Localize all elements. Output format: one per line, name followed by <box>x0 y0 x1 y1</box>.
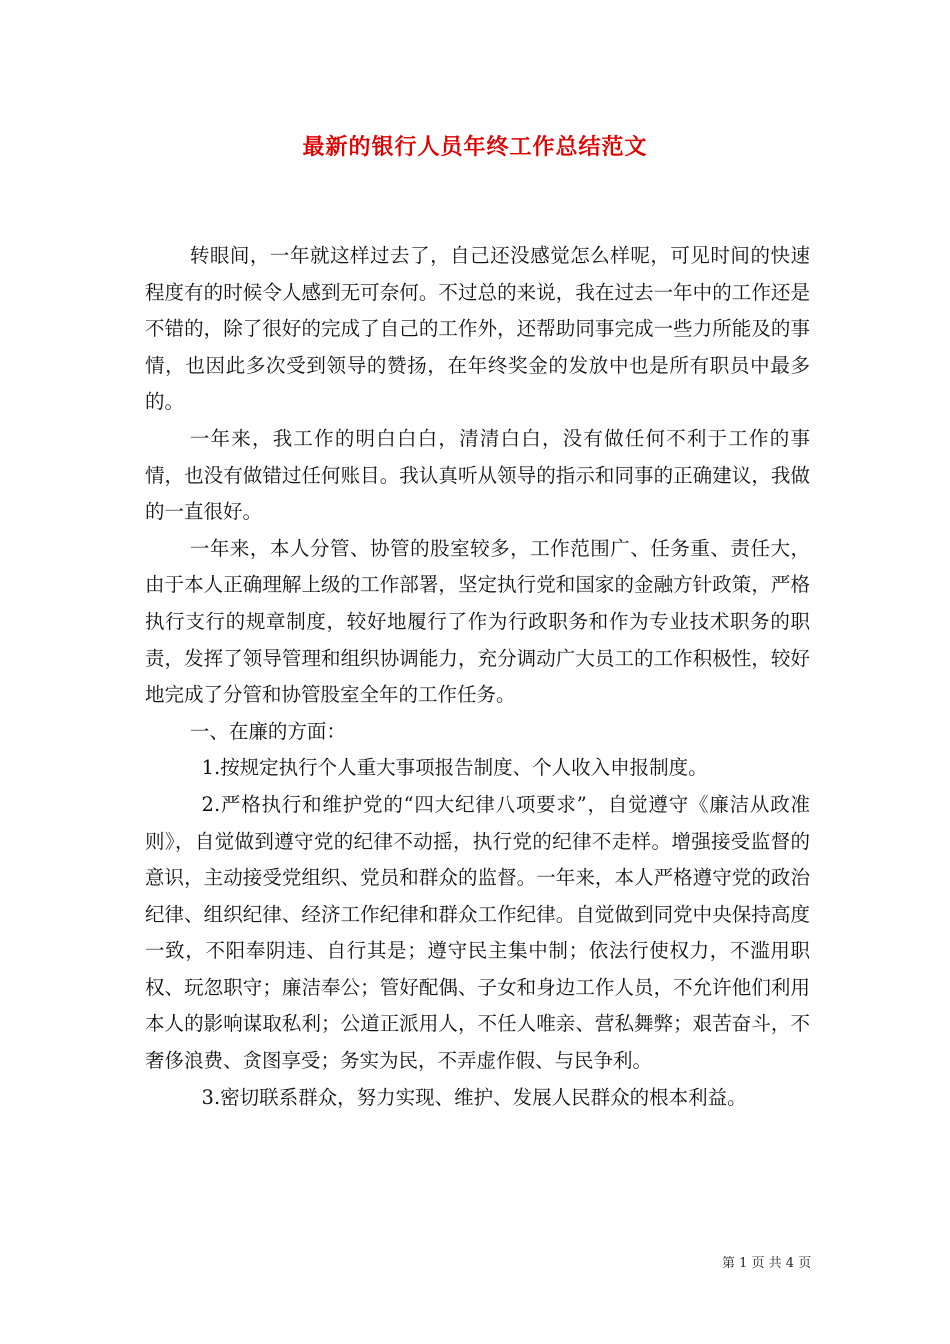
list-item-1: 1.按规定执行个人重大事项报告制度、个人收入申报制度。 <box>201 756 708 780</box>
document-title: 最新的银行人员年终工作总结范文 <box>302 134 648 160</box>
list-item-3: 3.密切联系群众，努力实现、维护、发展人民群众的根本利益。 <box>201 1085 747 1109</box>
list-item-2: 2.严格执行和维护党的“四大纪律八项要求”，自觉遵守《廉洁从政准则》，自觉做到遵守党的纪律不动摇，执行党的纪律不走样。增强接受监督的意识，主动接受党组织、党员和群众的监督。一年来，本人严格遵守党的政治纪律、组织纪律、经济工作纪律和群众工作纪律。自觉做到同党中央保持高度一致，不阳奉阴违、自行其是；遵守民主集中制；依法行使权力，不滥用职权、玩忽职守；廉洁奉公；管好配偶、子女和身边工作人员，不允许他们利用本人的影响谋取私利；公道正派用人，不任人唯亲、营私舞弊；艰苦奋斗，不奢侈浪费、贪图享受；务实为民，不弄虚作假、与民争利。 <box>145 792 810 1073</box>
page-number-footer: 第 1 页 共 4 页 <box>722 1256 812 1271</box>
document-body <box>145 238 810 1116</box>
paragraph-responsibilities: 一年来，本人分管、协管的股室较多，工作范围广、任务重、责任大，由于本人正确理解上级的工作部署，坚定执行党和国家的金融方针政策，严格执行支行的规章制度，较好地履行了作为行政职务和作为专业技术职务的职责，发挥了领导管理和组织协调能力，充分调动广大员工的工作积极性，较好地完成了分管和协管股室全年的工作任务。 <box>145 536 810 707</box>
paragraph-integrity: 一年来，我工作的明白白白，清清白白，没有做任何不利于工作的事情，也没有做错过任何账目。我认真听从领导的指示和同事的正确建议，我做的一直很好。 <box>145 426 810 524</box>
paragraph-intro: 转眼间，一年就这样过去了，自己还没感觉怎么样呢，可见时间的快速程度有的时候令人感到无可奈何。不过总的来说，我在过去一年中的工作还是不错的，除了很好的完成了自己的工作外，还帮助同事完成一些力所能及的事情，也因此多次受到领导的赞扬，在年终奖金的发放中也是所有职员中最多的。 <box>145 244 810 414</box>
section-heading-honesty: 一、在廉的方面： <box>189 719 346 743</box>
